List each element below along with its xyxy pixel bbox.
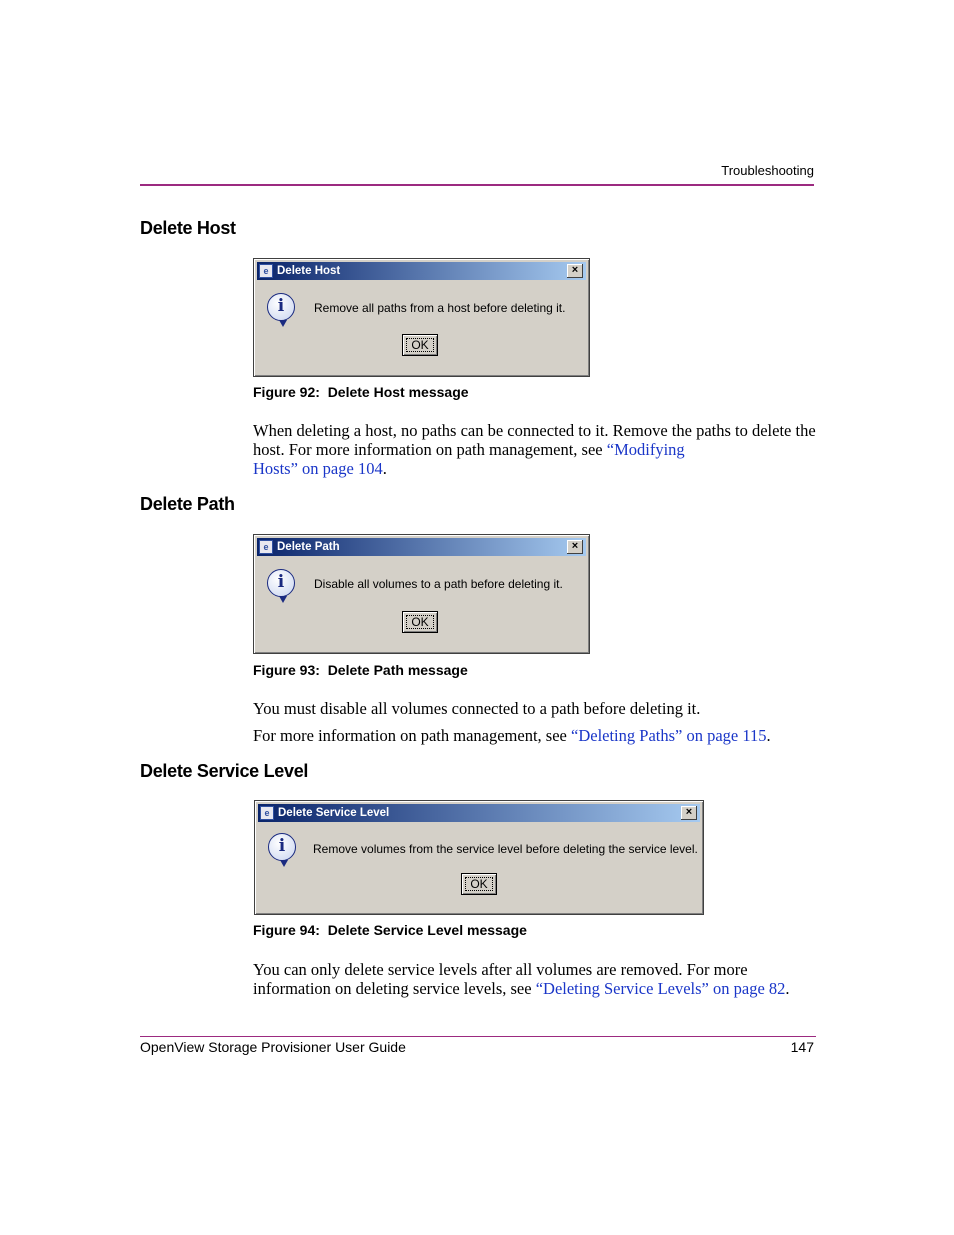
- section-heading-delete-path: Delete Path: [140, 494, 235, 514]
- paragraph: [253, 421, 818, 478]
- paragraph-text: For more information on path management, see: [253, 726, 571, 745]
- paragraph-tail: .: [766, 726, 771, 745]
- xref-link[interactable]: Hosts” on page 104: [253, 459, 383, 478]
- info-icon: i: [267, 569, 295, 597]
- dialog-title: Delete Service Level: [278, 807, 390, 819]
- caption-label: Figure 93:: [253, 662, 320, 678]
- close-icon[interactable]: ×: [567, 264, 583, 278]
- close-icon[interactable]: ×: [567, 540, 583, 554]
- dialog-titlebar: [257, 538, 586, 556]
- close-icon[interactable]: ×: [681, 806, 697, 820]
- xref-link[interactable]: “Deleting Paths” on page 115: [571, 726, 767, 745]
- section-heading-delete-service-level: Delete Service Level: [140, 761, 309, 781]
- ok-button-label: OK: [411, 338, 429, 352]
- dialog-message: Disable all volumes to a path before deleting it.: [314, 577, 563, 591]
- dialog-message: Remove volumes from the service level before deleting the service level.: [313, 842, 698, 856]
- ok-button-label: OK: [411, 615, 429, 629]
- app-icon: e: [259, 540, 273, 554]
- caption-text: Delete Host message: [327, 384, 469, 400]
- paragraph: [253, 726, 818, 745]
- ok-button-label: OK: [470, 877, 488, 891]
- focus-ring: [465, 877, 493, 891]
- xref-link[interactable]: “Deleting Service Levels” on page 82: [535, 979, 786, 998]
- header-rule: [140, 184, 814, 186]
- focus-ring: [406, 338, 434, 352]
- ok-button[interactable]: [402, 334, 438, 356]
- info-icon: i: [268, 833, 296, 861]
- dialog-titlebar: [257, 262, 586, 280]
- dialog-title: Delete Path: [277, 541, 340, 553]
- ok-button[interactable]: [461, 873, 497, 895]
- delete-service-level-dialog: [254, 800, 704, 915]
- figure-caption: [253, 384, 469, 400]
- footer-title: OpenView Storage Provisioner User Guide: [140, 1039, 406, 1055]
- page-number: 147: [790, 1039, 814, 1055]
- figure-caption: [253, 662, 468, 678]
- dialog-title: Delete Host: [277, 265, 341, 277]
- ok-button[interactable]: [402, 611, 438, 633]
- info-icon: i: [267, 293, 295, 321]
- caption-label: Figure 94:: [253, 922, 320, 938]
- paragraph: [253, 960, 818, 998]
- paragraph: You must disable all volumes connected to a path before deleting it.: [253, 699, 701, 718]
- xref-link[interactable]: “Modifying: [606, 440, 685, 459]
- focus-ring: [406, 615, 434, 629]
- app-icon: e: [259, 264, 273, 278]
- delete-host-dialog: [253, 258, 590, 377]
- section-heading-delete-host: Delete Host: [140, 218, 236, 238]
- paragraph-text: You can only delete service levels after all volumes are removed. For more information on deleting service levels, see: [253, 960, 748, 998]
- app-icon: e: [260, 806, 274, 820]
- caption-text: Delete Service Level message: [327, 922, 527, 938]
- running-head: Troubleshooting: [721, 163, 814, 178]
- figure-caption: [253, 922, 527, 938]
- footer-rule: [140, 1036, 816, 1037]
- dialog-titlebar: [258, 804, 700, 822]
- paragraph-text: When deleting a host, no paths can be connected to it. Remove the paths to delete the host. For more information on path management, see: [253, 421, 816, 459]
- caption-text: Delete Path message: [327, 662, 468, 678]
- paragraph-tail: .: [785, 979, 790, 998]
- paragraph-tail: .: [382, 459, 387, 478]
- delete-path-dialog: [253, 534, 590, 654]
- caption-label: Figure 92:: [253, 384, 320, 400]
- dialog-message: Remove all paths from a host before deleting it.: [314, 301, 566, 315]
